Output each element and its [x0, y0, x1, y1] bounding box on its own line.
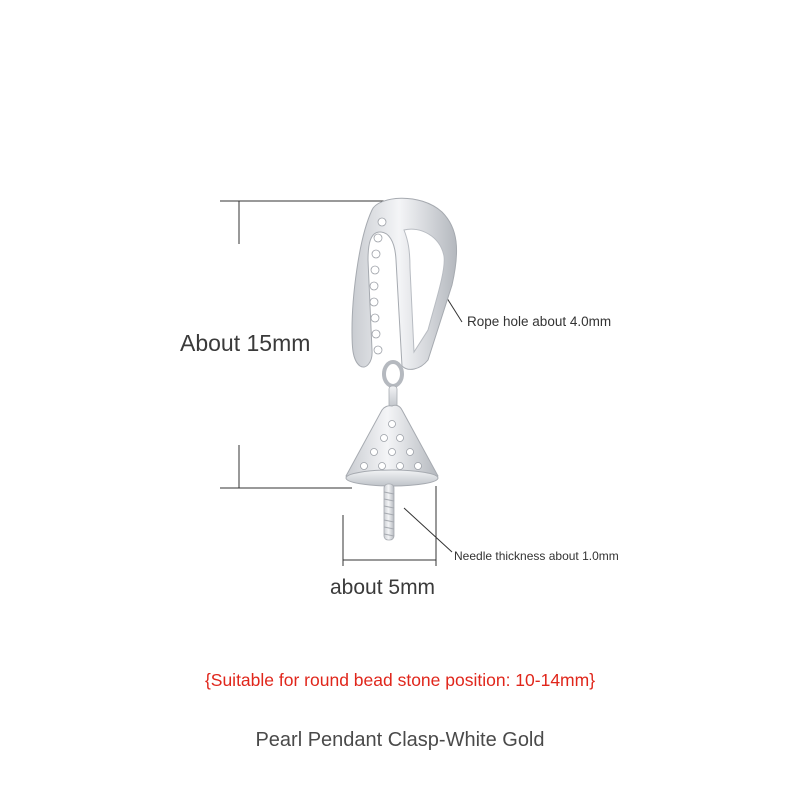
suitability-note: {Suitable for round bead stone position: 10-14mm}	[204, 670, 596, 690]
needle-thickness-label: Needle thickness about 1.0mm	[454, 549, 619, 563]
bail	[352, 198, 457, 369]
bail-stones	[370, 218, 386, 354]
cone-cap	[346, 405, 438, 486]
needle-leader	[404, 508, 452, 552]
jump-ring	[384, 362, 402, 408]
threaded-needle	[384, 484, 394, 540]
product-title: Pearl Pendant Clasp-White Gold	[255, 729, 545, 751]
rope-hole-label: Rope hole about 4.0mm	[467, 314, 612, 329]
width-dimension-label: about 5mm	[330, 576, 436, 599]
height-dimension-label: About 15mm	[180, 330, 311, 356]
